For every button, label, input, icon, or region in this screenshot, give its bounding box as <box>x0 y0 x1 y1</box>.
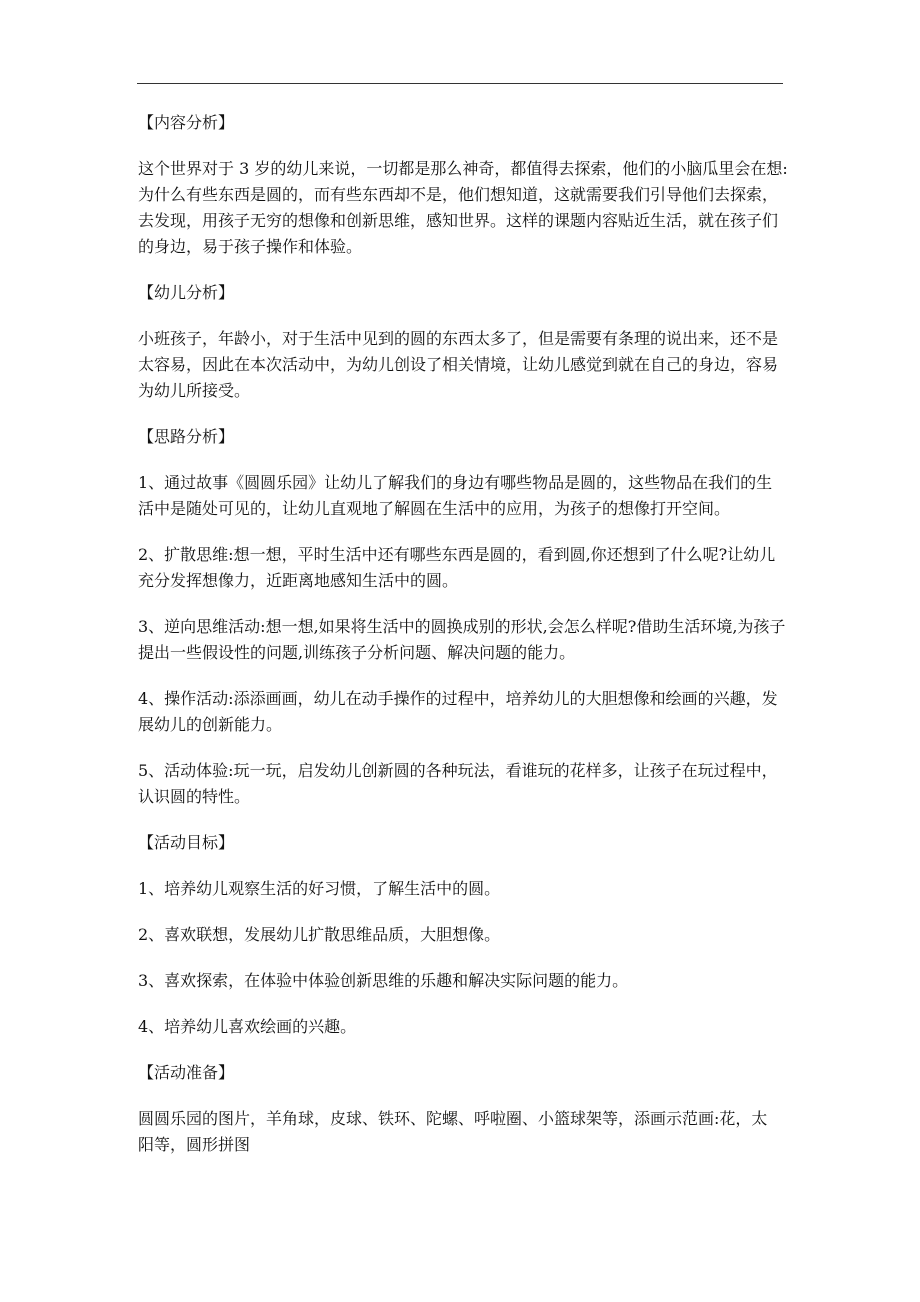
paragraph-line: 4、操作活动:添添画画，幼儿在动手操作的过程中，培养幼儿的大胆想像和绘画的兴趣，发 <box>138 689 778 708</box>
document-body <box>138 110 788 1178</box>
section-heading: 【幼儿分析】 <box>138 283 235 302</box>
paragraph-line: 为什么有些东西是圆的，而有些东西却不是，他们想知道，这就需要我们引导他们去探索， <box>138 185 779 204</box>
section-heading: 【思路分析】 <box>138 427 235 446</box>
paragraph <box>138 922 788 948</box>
paragraph-line: 太容易，因此在本次活动中，为幼儿创设了相关情境，让幼儿感觉到就在自己的身边，容易 <box>138 355 779 374</box>
paragraph <box>138 326 788 404</box>
paragraph-line: 4、培养幼儿喜欢绘画的兴趣。 <box>138 1017 357 1036</box>
paragraph <box>138 1014 788 1040</box>
paragraph <box>138 686 788 738</box>
paragraph-line: 小班孩子，年龄小，对于生活中见到的圆的东西太多了，但是需要有条理的说出来，还不是 <box>138 329 779 348</box>
paragraph <box>138 876 788 902</box>
paragraph <box>138 470 788 522</box>
paragraph-line: 阳等，圆形拼图 <box>138 1135 251 1154</box>
paragraph-line: 活中是随处可见的，让幼儿直观地了解圆在生活中的应用，为孩子的想像打开空间。 <box>138 499 731 518</box>
paragraph <box>138 614 788 666</box>
paragraph-line: 的身边，易于孩子操作和体验。 <box>138 237 363 256</box>
section-heading: 【活动目标】 <box>138 833 235 852</box>
section-heading: 【活动准备】 <box>138 1063 235 1082</box>
paragraph-line: 认识圆的特性。 <box>138 787 251 806</box>
section-heading: 【内容分析】 <box>138 113 235 132</box>
paragraph <box>138 156 788 260</box>
header-rule <box>137 83 783 84</box>
paragraph-line: 为幼儿所接受。 <box>138 381 251 400</box>
paragraph-line: 1、培养幼儿观察生活的好习惯，了解生活中的圆。 <box>138 879 501 898</box>
paragraph <box>138 968 788 994</box>
paragraph-line: 2、喜欢联想，发展幼儿扩散思维品质，大胆想像。 <box>138 925 501 944</box>
paragraph-line: 5、活动体验:玩一玩，启发幼儿创新圆的各种玩法，看谁玩的花样多，让孩子在玩过程中， <box>138 761 778 780</box>
paragraph-line: 充分发挥想像力，近距离地感知生活中的圆。 <box>138 571 459 590</box>
paragraph <box>138 758 788 810</box>
paragraph-line: 2、扩散思维:想一想，平时生活中还有哪些东西是圆的，看到圆,你还想到了什么呢?让幼儿 <box>138 545 776 564</box>
paragraph <box>138 1106 788 1158</box>
paragraph-line: 提出一些假设性的问题,训练孩子分析问题、解决问题的能力。 <box>138 643 576 662</box>
paragraph-line: 圆圆乐园的图片，羊角球，皮球、铁环、陀螺、呼啦圈、小篮球架等，添画示范画:花，太 <box>138 1109 768 1128</box>
paragraph-line: 1、通过故事《圆圆乐园》让幼儿了解我们的身边有哪些物品是圆的，这些物品在我们的生 <box>138 473 773 492</box>
paragraph-line: 去发现，用孩子无穷的想像和创新思维，感知世界。这样的课题内容贴近生活，就在孩子们 <box>138 211 779 230</box>
paragraph <box>138 542 788 594</box>
paragraph-line: 3、逆向思维活动:想一想,如果将生活中的圆换成别的形状,会怎么样呢?借助生活环境,为孩子 <box>138 617 786 636</box>
paragraph-line: 展幼儿的创新能力。 <box>138 715 283 734</box>
paragraph-line: 这个世界对于 3 岁的幼儿来说，一切都是那么神奇，都值得去探索，他们的小脑瓜里会在想: <box>138 159 788 178</box>
paragraph-line: 3、喜欢探索，在体验中体验创新思维的乐趣和解决实际问题的能力。 <box>138 971 629 990</box>
